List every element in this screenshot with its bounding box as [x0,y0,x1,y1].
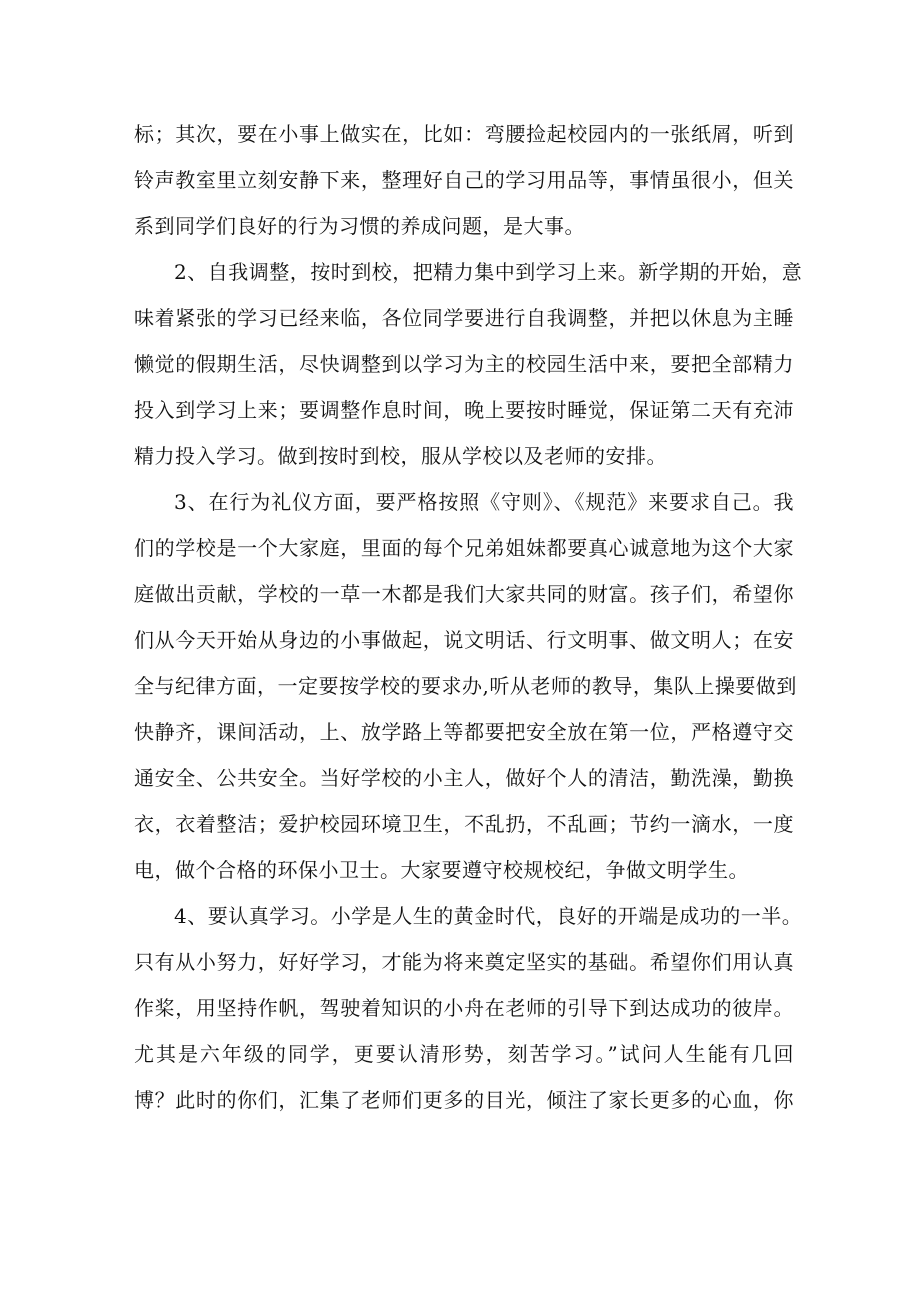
text-line: 标；其次，要在小事上做实在，比如：弯腰捡起校园内的一张纸屑，听到 [134,122,794,146]
text-line: 博？此时的你们，汇集了老师们更多的目光，倾注了家长更多的心血，你 [134,1088,794,1112]
text-line: 2、自我调整，按时到校，把精力集中到学习上来。新学期的开始，意 [174,260,803,284]
paragraph-p-4 [134,893,803,1123]
paragraph-p-continued [134,111,794,249]
text-line: 庭做出贡献，学校的一草一木都是我们大家共同的财富。孩子们，希望你 [134,582,794,606]
text-line: 投入到学习上来；要调整作息时间，晚上要按时睡觉，保证第二天有充沛 [134,398,794,422]
text-line: 快静齐，课间活动，上、放学路上等都要把安全放在第一位，严格遵守交 [134,720,794,744]
text-line: 懒觉的假期生活，尽快调整到以学习为主的校园生活中来，要把全部精力 [134,352,794,376]
text-line: 通安全、公共安全。当好学校的小主人，做好个人的清洁，勤洗澡，勤换 [134,766,794,790]
text-line: 系到同学们良好的行为习惯的养成问题，是大事。 [134,214,585,238]
text-line: 们从今天开始从身边的小事做起，说文明话、行文明事、做文明人；在安 [134,628,794,652]
text-line: 作桨，用坚持作帆，驾驶着知识的小舟在老师的引导下到达成功的彼岸。 [134,996,794,1020]
text-line: 全与纪律方面，一定要按学校的要求办,听从老师的教导，集队上操要做到 [134,674,797,698]
text-line: 3、在行为礼仪方面，要严格按照《守则》、《规范》来要求自己。我 [174,490,794,514]
text-line: 味着紧张的学习已经来临，各位同学要进行自我调整，并把以休息为主睡 [134,306,794,330]
document-body [134,111,803,1123]
text-line: 只有从小努力，好好学习，才能为将来奠定坚实的基础。希望你们用认真 [134,950,794,974]
text-line: 们的学校是一个大家庭，里面的每个兄弟姐妹都要真心诚意地为这个大家 [134,536,794,560]
text-line: 精力投入学习。做到按时到校，服从学校以及老师的安排。 [134,444,667,468]
text-line: 尤其是六年级的同学，更要认清形势，刻苦学习。”试问人生能有几回 [134,1042,794,1066]
paragraph-p-2 [134,249,803,479]
text-line: 电，做个合格的环保小卫士。大家要遵守校规校纪，争做文明学生。 [134,858,749,882]
text-line: 4、要认真学习。小学是人生的黄金时代，良好的开端是成功的一半。 [174,904,803,928]
text-line: 衣，衣着整洁；爱护校园环境卫生，不乱扔，不乱画；节约一滴水，一度 [134,812,794,836]
paragraph-p-3 [134,479,797,893]
text-line: 铃声教室里立刻安静下来，整理好自己的学习用品等，事情虽很小，但关 [134,168,794,192]
